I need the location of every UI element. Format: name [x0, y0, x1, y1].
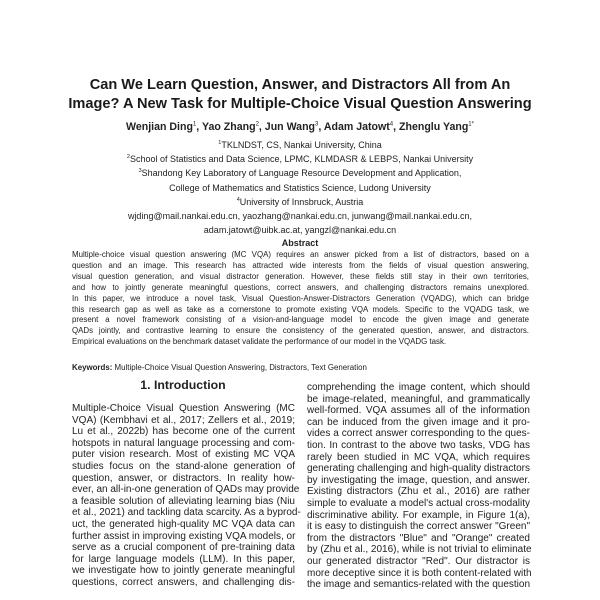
body-text-line: serve as a crucial component of pre-training data — [72, 542, 295, 554]
affiliations — [40, 137, 560, 236]
affiliation-line — [40, 137, 560, 151]
abstract-line: question and an image. This research has attracted wide interests from the fields of visual question answering, — [72, 260, 529, 270]
body-text-line: tion. In contrast to the above two tasks, VDG has — [307, 439, 530, 451]
affiliation-line — [40, 165, 560, 179]
abstract-line: In this paper, we introduce a novel task, Visual Question-Answer-Distractors Generation (VQADG), which can bridge — [72, 293, 529, 303]
body-text-line: studies focus on the stand-alone generation of — [72, 460, 295, 472]
keywords-text: Multiple-Choice Visual Question Answering, Distractors, Text Generation — [114, 363, 367, 372]
abstract-line: Multiple-choice visual question answering (MC VQA) requires an answer picked from a list of distractors, based on a — [72, 250, 529, 259]
author: Jun Wang$^3$ — [264, 121, 319, 133]
affiliation-text: School of Statistics and Data Science, LPMC, KLMDASR & LEBPS, Nankai University — [129, 154, 474, 165]
body-text-line: uct, the generated high-quality MC VQA data can — [72, 518, 295, 530]
author: Yao Zhang$^2$ — [201, 121, 259, 133]
body-text-line: by (Zhu et al., 2016), while is not trivial to eliminate — [307, 544, 532, 556]
body-text-line: well-formed. VQA assumes all of the information — [307, 405, 530, 417]
affiliation-marker: 4 — [236, 196, 240, 203]
abstract-line: Empirical evaluations on the benchmark dataset validate the performance of our model in the VQADG task. — [72, 337, 447, 347]
abstract-line: visual question generation, and visual distractor generation. However, these fields still stay in their own territories, — [72, 271, 529, 281]
body-text-line: Lu et al., 2022b) has become one of the current — [72, 426, 295, 438]
body-text-line: discriminative ability. For example, in Figure 1(a), — [307, 509, 530, 521]
affiliation-text: College of Mathematics and Statistics Science, Ludong University — [169, 182, 431, 193]
affiliation-text: Shandong Key Laboratory of Language Resource Development and Application, — [141, 168, 462, 179]
author-list: Wenjian Ding$^1$, Yao Zhang$^2$, Jun Wang$^3$, Adam Jatowt$^4$, Zhenglu Yang$^{1*}$ — [126, 121, 474, 133]
body-text-line: the image and semantics-related with the question — [307, 579, 530, 591]
body-text-line: Existing distractors (Zhu et al., 2016) are rather — [307, 486, 530, 498]
keywords — [72, 363, 367, 372]
title-line: Image? A New Task for Multiple-Choice Visual Question Answering — [68, 96, 532, 112]
body-text-line: vides a correct answer corresponding to the ques- — [307, 428, 530, 440]
body-text-line: hotspots in natural language processing and com- — [72, 437, 295, 449]
body-text-line: for large language models (LLM). In this paper, — [72, 553, 295, 565]
body-text-line: can be induced from the given image and it pro- — [307, 416, 530, 428]
body-text-line: from the distractors "Blue" and "Orange" created — [307, 532, 530, 544]
abstract-line: present a novel framework consisting of a vision-and-language model to encode the given image and generate — [72, 315, 529, 325]
body-text-line: rarely been studied in MC VQA, which requires — [307, 451, 530, 463]
affiliation-text: adam.jatowt@uibk.ac.at, yangzl@nankai.edu.cn — [203, 225, 397, 236]
body-text-line: comprehending the image content, which should — [307, 382, 530, 393]
body-text-line: ever, an all-in-one generation of QADs may provide — [72, 484, 300, 496]
affiliation-marker: 2 — [126, 154, 130, 161]
affiliation-text: TKLNDST, CS, Nankai University, China — [221, 140, 382, 150]
body-text-line: Multiple-Choice Visual Question Answering (MC — [72, 403, 295, 414]
body-text-line: a feasible solution of alleviating learning bias (Niu — [72, 495, 295, 507]
author: Adam Jatowt$^4$ — [323, 121, 394, 133]
body-text-line: be image-related, meaningful, and grammatically — [307, 393, 530, 405]
author: Zhenglu Yang$^{1*}$ — [399, 121, 474, 133]
affiliation-marker: 3 — [138, 168, 142, 175]
body-text-line: question, answer, or distractors. In reality how- — [72, 472, 295, 484]
body-text-line: questions, correct answers, and challenging dis- — [72, 576, 295, 588]
affiliation-line — [40, 222, 560, 236]
body-text-line: puter vision research. Most of existing MC VQA — [72, 449, 295, 461]
body-text-line: more deceptive since it is both content-related with — [307, 567, 532, 579]
abstract-line: QADs jointly, and contrastive learning to ensure the consistency of the generated question, answer, and distractors. — [72, 326, 529, 336]
affiliation-line — [40, 194, 560, 208]
abstract-line: and how to jointly generate meaningful questions, correct answers, and challenging distractors remains unexplored. — [72, 282, 529, 292]
body-text-line: VQA) (Kembhavi et al., 2017; Zellers et al., 2019; — [72, 414, 295, 426]
abstract-heading: Abstract — [281, 238, 319, 248]
affiliation-text: wjding@mail.nankai.edu.cn, yaozhang@nankai.edu.cn, junwang@mail.nankai.edu.cn, — [127, 211, 473, 222]
left-column-text — [72, 403, 301, 589]
affiliation-marker: 1 — [218, 140, 222, 146]
keywords-label: Keywords: — [72, 363, 113, 372]
abstract-text — [72, 250, 529, 348]
paper-title — [40, 76, 560, 114]
body-text-line: it is easy to distinguish the correct answer "Green" — [307, 521, 530, 533]
body-text-line: simple to evaluate a model's actual cross-modality — [307, 497, 530, 509]
affiliation-line — [40, 151, 560, 165]
body-text-line: our generated distractor "Red". Our distractor is — [307, 555, 530, 567]
body-text-line: et al., 2021) and tackling data scarcity. As a byprod- — [72, 507, 301, 519]
affiliation-line — [40, 180, 560, 194]
body-text-line: further assist in improving existing VQA models, or — [72, 530, 296, 542]
body-text-line: we investigate how to jointly generate meaningful — [72, 565, 295, 577]
section-heading-introduction: 1. Introduction — [140, 378, 226, 392]
title-line: Can We Learn Question, Answer, and Distractors All from An — [89, 77, 511, 93]
author: Wenjian Ding$^1$ — [126, 121, 197, 133]
right-column-text — [307, 382, 530, 591]
affiliation-text: University of Innsbruck, Austria — [239, 196, 364, 207]
body-text-line: by investigating the image, question, and answer. — [307, 474, 530, 486]
body-text-line: generating challenging and high-quality distractors — [307, 463, 530, 475]
abstract-line: this research gap as well as take as a cornerstone to promote existing VQA models. Specific to the VQADG task, we — [72, 304, 529, 314]
affiliation-line — [40, 208, 560, 222]
